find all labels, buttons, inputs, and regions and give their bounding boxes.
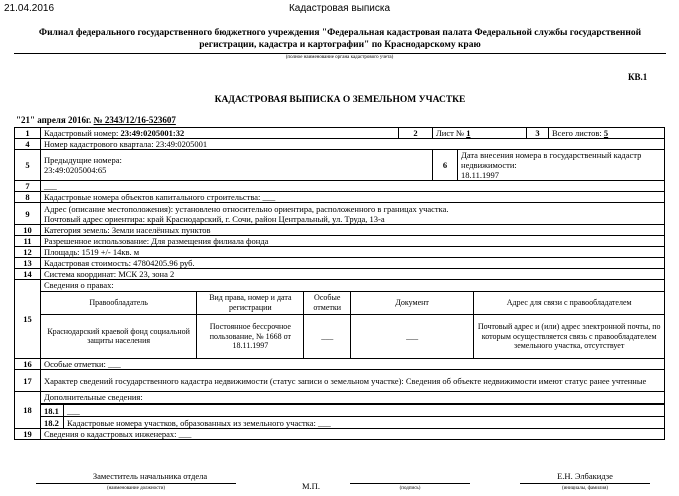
extract-table [14, 127, 665, 440]
number-date-value: 18.11.1997 [461, 170, 499, 180]
row-num: 2 [399, 128, 433, 139]
row-11 [15, 236, 665, 247]
doc-title: КАДАСТРОВАЯ ВЫПИСКА О ЗЕМЕЛЬНОМ УЧАСТКЕ [214, 95, 466, 105]
permitted-use: Разрешенное использование: Для размещения филиала фонда [41, 236, 665, 247]
address-line-2: Почтовый адрес ориентира: край Краснодарский, г. Сочи, район Центральный, ул. Труда, 13-а [44, 213, 385, 224]
sheet-label: Лист № [436, 128, 465, 138]
address-line-1: Адрес (описание местоположения): установлено относительно ориентира, расположенного в границах участка. [44, 203, 449, 214]
sheet-value: 1 [466, 128, 471, 138]
row-num: 11 [15, 236, 41, 247]
signature-line [350, 483, 470, 484]
row-18 [15, 392, 665, 429]
land-category: Категория земель: Земли населённых пунктов [41, 225, 665, 236]
total-value: 5 [603, 128, 609, 138]
row-16 [15, 359, 665, 370]
row-num: 15 [15, 280, 41, 359]
sub-row-18-1: ___ [64, 405, 665, 417]
row-num: 16 [15, 359, 41, 370]
signatory-name: Е.Н. Элбакидзе [557, 471, 613, 481]
row-9 [15, 203, 665, 225]
row-num: 5 [15, 150, 41, 181]
address [41, 203, 665, 225]
print-date: 21.04.2016 [4, 3, 55, 14]
row-num: 10 [15, 225, 41, 236]
sub-row-num: 18.2 [41, 417, 64, 429]
row-num: 4 [15, 139, 41, 150]
row-13 [15, 258, 665, 269]
row-num: 7 [15, 181, 41, 192]
form-code: КВ.1 [628, 72, 648, 82]
rights-cell: ___ [350, 314, 473, 358]
row-4 [15, 139, 665, 150]
capital-objects: Кадастровые номера объектов капитального строительства: ___ [41, 192, 665, 203]
row-num: 1 [15, 128, 41, 139]
number-date-cell [433, 150, 665, 181]
cadastral-value: Кадастровая стоимость: 47804205.96 руб. [41, 258, 665, 269]
number-date-label: Дата внесения номера в государственный кадастр недвижимости: [461, 150, 642, 170]
rights-title: Сведения о правах: [41, 280, 664, 292]
stamp-place: М.П. [302, 481, 320, 491]
doc-date: "21" апреля 2016г. [16, 115, 92, 125]
rights-header: Вид права, номер и дата регистрации [197, 292, 304, 314]
org-name: Филиал федерального государственного бюджетного учреждения "Федеральная кадастровая палата Федеральной службы государственной регистрации, кадастра и картографии" по Краснодарскому краю [38, 28, 642, 50]
rights-cell: Почтовый адрес и (или) адрес электронной почты, по которым осуществляется связь с правообладателем земельного участка, отсутствует [474, 314, 664, 358]
signature-caption: (подпись) [399, 486, 421, 491]
record-status: Характер сведений государственного кадастра недвижимости (статус записи о земельном участке): Сведения об объекте недвижимости имеют статус ранее учтенные [41, 370, 665, 392]
row-num: 19 [15, 429, 41, 440]
row-num: 9 [15, 203, 41, 225]
quarter-label: Номер кадастрового квартала: [44, 139, 154, 149]
special-marks: Особые отметки: ___ [41, 359, 665, 370]
position-line [36, 483, 236, 484]
cadastral-number-value: 23:49:0205001:32 [120, 128, 185, 138]
quarter-number [41, 139, 665, 150]
rights-cell: Краснодарский краевой фонд социальной защиты населения [41, 314, 197, 358]
row-7-value: ___ [41, 181, 665, 192]
rights-cell: Постоянное бессрочное пользование, № 1668 от 18.11.1997 [197, 314, 304, 358]
coordinate-system: Система координат: МСК 23, зона 2 [41, 269, 665, 280]
row-num: 18 [15, 392, 41, 429]
sheet-number [433, 128, 527, 139]
sub-row-num: 18.1 [41, 405, 64, 417]
number-date [458, 150, 665, 180]
sub-row-18-2: Кадастровые номера участков, образованных из земельного участка: ___ [64, 417, 665, 429]
row-17 [15, 370, 665, 392]
cadastral-number-label: Кадастровый номер: [44, 128, 119, 138]
rights-table [41, 292, 664, 358]
additional-info [41, 392, 665, 429]
doc-number: № 2343/12/16-523607 [93, 115, 176, 125]
window-title: Кадастровая выписка [288, 3, 391, 14]
row-num: 6 [433, 150, 458, 180]
org-underline [14, 53, 666, 54]
rights-header: Адрес для связи с правообладателем [474, 292, 664, 314]
cadastral-number [41, 128, 399, 139]
row-5 [15, 150, 665, 181]
row-8 [15, 192, 665, 203]
rights-header: Особые отметки [304, 292, 351, 314]
row-19 [15, 429, 665, 440]
rights-header: Правообладатель [41, 292, 197, 314]
previous-numbers-label: Предыдущие номера: [44, 155, 122, 165]
name-line [520, 483, 650, 484]
row-num: 12 [15, 247, 41, 258]
row-num: 8 [15, 192, 41, 203]
previous-numbers-value: 23:49:0205004:65 [44, 165, 107, 175]
rights-header: Документ [350, 292, 473, 314]
area: Площадь: 1519 +/- 14кв. м [41, 247, 665, 258]
row-num: 17 [15, 370, 41, 392]
total-sheets [549, 128, 665, 139]
row-num: 14 [15, 269, 41, 280]
rights-section [41, 280, 665, 359]
org-caption: (полное наименование органа кадастрового учета) [285, 55, 394, 60]
position-caption: (наименование должности) [106, 486, 166, 491]
doc-date-number [16, 115, 176, 125]
previous-numbers [41, 150, 433, 181]
row-14 [15, 269, 665, 280]
rights-cell: ___ [304, 314, 351, 358]
row-12 [15, 247, 665, 258]
quarter-value: 23:49:0205001 [155, 139, 208, 149]
row-num: 13 [15, 258, 41, 269]
cadastral-engineers: Сведения о кадастровых инженерах: ___ [41, 429, 665, 440]
row-1 [15, 128, 665, 139]
row-7 [15, 181, 665, 192]
signatory-position: Заместитель начальника отдела [92, 471, 208, 481]
name-caption: (инициалы, фамилия) [561, 486, 609, 491]
additional-info-title: Дополнительные сведения: [41, 392, 664, 404]
row-10 [15, 225, 665, 236]
total-label: Всего листов: [552, 128, 602, 138]
row-15 [15, 280, 665, 359]
row-num: 3 [527, 128, 549, 139]
